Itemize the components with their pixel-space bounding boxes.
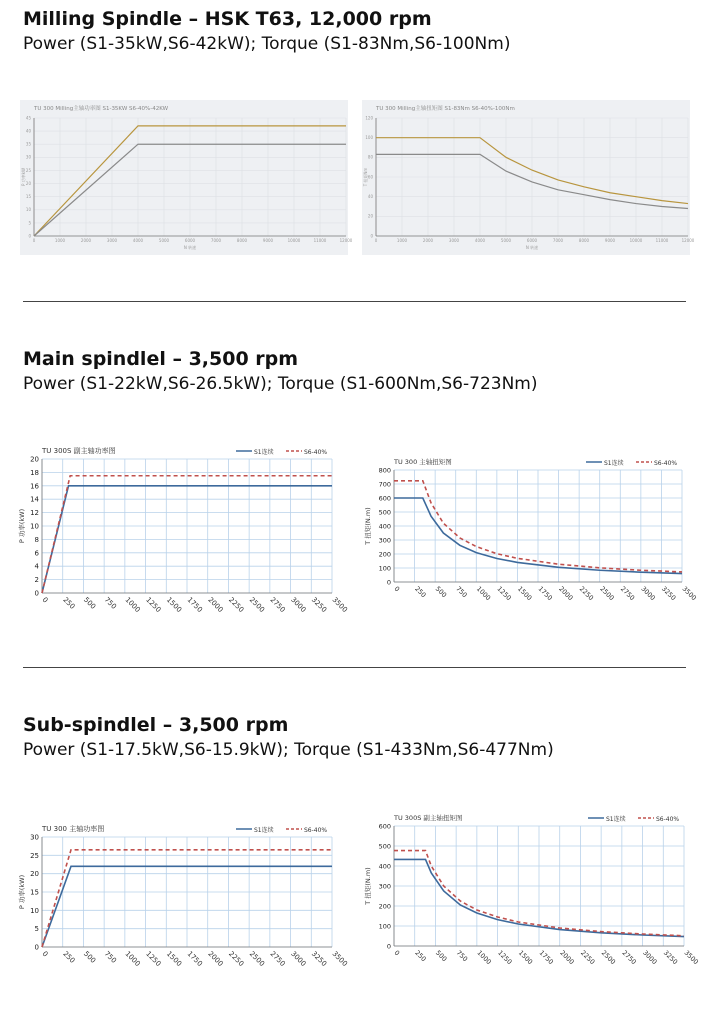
x-tick-label: 9000 xyxy=(262,238,274,243)
x-axis-label: N 转速 xyxy=(183,245,197,250)
y-tick-label: 20 xyxy=(367,213,373,219)
x-tick-label: 0 xyxy=(40,595,50,605)
x-tick-label: 8000 xyxy=(578,238,590,243)
x-tick-label: 12000 xyxy=(339,238,353,243)
y-tick-label: 0 xyxy=(386,578,391,587)
x-tick-label: 1750 xyxy=(536,584,554,603)
y-tick-label: 25 xyxy=(30,851,39,860)
y-tick-label: 20 xyxy=(30,870,39,879)
x-tick-label: 10000 xyxy=(287,238,301,243)
x-tick-label: 750 xyxy=(102,949,118,965)
x-tick-label: 3500 xyxy=(330,949,349,969)
y-tick-label: 20 xyxy=(30,455,39,464)
legend-label: S1连续 xyxy=(254,827,274,834)
x-tick-label: 1500 xyxy=(516,584,534,603)
milling-power-chart xyxy=(20,100,353,255)
y-tick-label: 200 xyxy=(378,902,391,911)
x-tick-label: 3250 xyxy=(660,584,678,603)
x-tick-label: 5000 xyxy=(158,238,170,243)
y-tick-label: 18 xyxy=(30,468,39,477)
chart-title: TU 300S 副主轴扭矩图 xyxy=(394,814,463,822)
legend-label: S6-40% xyxy=(656,816,680,823)
x-tick-label: 500 xyxy=(433,584,449,600)
y-tick-label: 10 xyxy=(30,906,39,915)
y-tick-label: 600 xyxy=(378,494,391,503)
y-tick-label: 500 xyxy=(378,842,391,851)
x-tick-label: 1750 xyxy=(537,948,555,967)
x-tick-label: 1500 xyxy=(164,595,184,615)
x-tick-label: 250 xyxy=(413,948,428,964)
y-tick-label: 5 xyxy=(34,925,39,934)
x-tick-label: 2000 xyxy=(206,595,225,615)
y-tick-label: 2 xyxy=(34,576,39,585)
x-tick-label: 12000 xyxy=(681,238,695,243)
x-tick-label: 2500 xyxy=(247,595,266,615)
legend-label: S1连续 xyxy=(254,449,274,456)
x-tick-label: 500 xyxy=(82,595,98,611)
y-tick-label: 15 xyxy=(30,888,39,897)
y-tick-label: 20 xyxy=(25,180,31,186)
x-tick-label: 2000 xyxy=(558,948,576,967)
sub-spindle-power-chart xyxy=(18,815,350,990)
x-tick-label: 2000 xyxy=(206,949,225,969)
y-tick-label: 0 xyxy=(28,233,31,239)
x-tick-label: 1250 xyxy=(144,949,163,969)
legend-label: S6-40% xyxy=(304,449,328,456)
x-tick-label: 6000 xyxy=(526,238,538,243)
section-1-subtitle: Power (S1-35kW,S6-42kW); Torque (S1-83Nm,S6-100Nm) xyxy=(23,34,511,54)
y-tick-label: 35 xyxy=(25,141,31,147)
chart-background xyxy=(20,100,348,255)
section-2-title: Main spindlel – 3,500 rpm xyxy=(23,348,299,370)
x-tick-label: 1250 xyxy=(144,595,163,615)
x-tick-label: 4000 xyxy=(132,238,144,243)
main-spindle-power-chart xyxy=(18,445,350,625)
y-tick-label: 200 xyxy=(378,550,391,559)
x-tick-label: 0 xyxy=(40,949,50,959)
y-axis-label: P 功率kW xyxy=(21,168,26,186)
x-tick-label: 3000 xyxy=(448,238,460,243)
x-tick-label: 11000 xyxy=(313,238,327,243)
y-tick-label: 300 xyxy=(378,536,391,545)
section-divider xyxy=(23,667,686,668)
x-tick-label: 2500 xyxy=(598,584,616,603)
x-tick-label: 250 xyxy=(61,595,77,611)
y-tick-label: 5 xyxy=(28,220,31,226)
x-tick-label: 2250 xyxy=(227,595,246,615)
x-tick-label: 1000 xyxy=(54,238,66,243)
x-tick-label: 3500 xyxy=(680,584,698,603)
x-tick-label: 2500 xyxy=(599,948,618,967)
x-tick-label: 2750 xyxy=(620,948,638,967)
x-tick-label: 7000 xyxy=(552,238,564,243)
chart-title: TU 300S 副主轴功率图 xyxy=(42,447,116,455)
y-tick-label: 120 xyxy=(365,115,373,121)
y-tick-label: 800 xyxy=(378,466,391,475)
x-tick-label: 3500 xyxy=(682,948,700,967)
y-tick-label: 25 xyxy=(25,167,31,173)
y-tick-label: 100 xyxy=(365,135,373,141)
y-tick-label: 30 xyxy=(30,833,39,842)
section-3-subtitle: Power (S1-17.5kW,S6-15.9kW); Torque (S1-433Nm,S6-477Nm) xyxy=(23,740,554,760)
legend-label: S6-40% xyxy=(654,460,678,467)
x-tick-label: 3000 xyxy=(639,584,657,603)
x-tick-label: 2750 xyxy=(618,584,637,603)
x-tick-label: 750 xyxy=(454,584,469,600)
section-divider xyxy=(23,301,686,302)
y-tick-label: 500 xyxy=(378,508,391,517)
x-tick-label: 0 xyxy=(32,238,36,243)
x-tick-label: 2250 xyxy=(579,948,597,967)
x-tick-label: 0 xyxy=(392,948,402,958)
x-tick-label: 3250 xyxy=(309,949,329,969)
x-tick-label: 10000 xyxy=(629,238,643,243)
y-axis-label: T 扭矩(N.m) xyxy=(364,507,372,545)
x-tick-label: 4000 xyxy=(474,238,486,243)
y-tick-label: 15 xyxy=(25,194,31,200)
x-tick-label: 5000 xyxy=(500,238,512,243)
x-tick-label: 1750 xyxy=(185,949,204,969)
x-tick-label: 1000 xyxy=(123,595,142,615)
x-tick-label: 3000 xyxy=(106,238,118,243)
x-tick-label: 1500 xyxy=(164,949,184,969)
chart-title: TU 300 Milling主轴扭矩图 S1-83Nm S6-40%-100Nm xyxy=(376,106,515,112)
y-tick-label: 4 xyxy=(34,562,39,571)
section-3-title: Sub-spindlel – 3,500 rpm xyxy=(23,714,289,736)
x-tick-label: 3500 xyxy=(330,595,349,615)
x-tick-label: 750 xyxy=(102,595,118,611)
section-1-title: Milling Spindle – HSK T63, 12,000 rpm xyxy=(23,8,432,30)
x-tick-label: 500 xyxy=(82,949,98,965)
sub-spindle-torque-chart xyxy=(364,808,700,990)
y-tick-label: 400 xyxy=(378,522,391,531)
milling-torque-chart xyxy=(362,100,695,255)
x-tick-label: 1000 xyxy=(396,238,408,243)
y-axis-label: T 扭矩(N.m) xyxy=(364,867,372,905)
x-tick-label: 1000 xyxy=(123,949,142,969)
section-2-subtitle: Power (S1-22kW,S6-26.5kW); Torque (S1-600Nm,S6-723Nm) xyxy=(23,374,538,394)
x-tick-label: 3250 xyxy=(661,948,680,967)
x-tick-label: 750 xyxy=(454,948,470,964)
y-tick-label: 8 xyxy=(34,535,39,544)
x-tick-label: 9000 xyxy=(604,238,616,243)
y-tick-label: 100 xyxy=(378,922,391,931)
x-tick-label: 2000 xyxy=(557,584,575,603)
legend-label: S1连续 xyxy=(606,816,626,823)
y-tick-label: 0 xyxy=(34,943,39,952)
x-tick-label: 1000 xyxy=(475,948,493,967)
x-tick-label: 3000 xyxy=(641,948,659,967)
y-tick-label: 60 xyxy=(367,174,373,180)
x-tick-label: 2750 xyxy=(268,949,287,969)
y-axis-label: P 功率(kW) xyxy=(18,508,26,544)
y-tick-label: 40 xyxy=(367,194,373,200)
x-tick-label: 2000 xyxy=(80,238,92,243)
x-tick-label: 3000 xyxy=(289,595,308,615)
chart-title: TU 300 主轴功率图 xyxy=(42,825,105,833)
x-tick-label: 1250 xyxy=(496,948,514,967)
y-tick-label: 300 xyxy=(378,882,391,891)
chart-title: TU 300 主轴扭矩图 xyxy=(394,458,452,466)
x-tick-label: 6000 xyxy=(184,238,196,243)
x-tick-label: 3250 xyxy=(309,595,329,615)
x-tick-label: 1750 xyxy=(185,595,204,615)
x-tick-label: 250 xyxy=(61,949,77,965)
y-tick-label: 10 xyxy=(25,207,31,213)
chart-title: TU 300 Milling主轴功率图 S1-35KW S6-40%-42KW xyxy=(34,106,169,112)
y-tick-label: 45 xyxy=(25,115,31,121)
x-tick-label: 0 xyxy=(392,584,402,594)
main-spindle-torque-chart xyxy=(364,450,698,615)
x-tick-label: 2250 xyxy=(577,584,596,603)
y-tick-label: 80 xyxy=(367,154,373,160)
y-axis-label: P 功率(kW) xyxy=(18,874,26,910)
y-tick-label: 700 xyxy=(378,480,391,489)
y-tick-label: 0 xyxy=(386,942,391,951)
y-tick-label: 10 xyxy=(30,522,39,531)
x-tick-label: 250 xyxy=(413,584,428,600)
y-tick-label: 16 xyxy=(30,482,39,491)
x-axis-label: N 转速 xyxy=(525,245,539,250)
chart-background xyxy=(362,100,690,255)
x-tick-label: 7000 xyxy=(210,238,222,243)
x-tick-label: 0 xyxy=(374,238,378,243)
x-tick-label: 2250 xyxy=(227,949,246,969)
y-tick-label: 6 xyxy=(34,549,39,558)
x-tick-label: 1000 xyxy=(474,584,493,603)
x-tick-label: 8000 xyxy=(236,238,248,243)
y-axis-label: T 扭矩Nm xyxy=(363,167,368,187)
y-tick-label: 0 xyxy=(34,589,39,598)
y-tick-label: 600 xyxy=(378,822,391,831)
y-tick-label: 400 xyxy=(378,862,391,871)
x-tick-label: 1500 xyxy=(516,948,535,967)
y-tick-label: 30 xyxy=(25,154,31,160)
x-tick-label: 2500 xyxy=(247,949,266,969)
y-tick-label: 100 xyxy=(378,564,391,573)
y-tick-label: 40 xyxy=(25,128,31,134)
x-tick-label: 2750 xyxy=(268,595,287,615)
x-tick-label: 11000 xyxy=(655,238,669,243)
legend-label: S1连续 xyxy=(604,460,624,467)
y-tick-label: 12 xyxy=(30,509,39,518)
x-tick-label: 500 xyxy=(434,948,449,964)
x-tick-label: 1250 xyxy=(495,584,513,603)
legend-label: S6-40% xyxy=(304,827,328,834)
x-tick-label: 3000 xyxy=(289,949,308,969)
y-tick-label: 0 xyxy=(370,233,373,239)
x-tick-label: 2000 xyxy=(422,238,434,243)
y-tick-label: 14 xyxy=(30,495,39,504)
